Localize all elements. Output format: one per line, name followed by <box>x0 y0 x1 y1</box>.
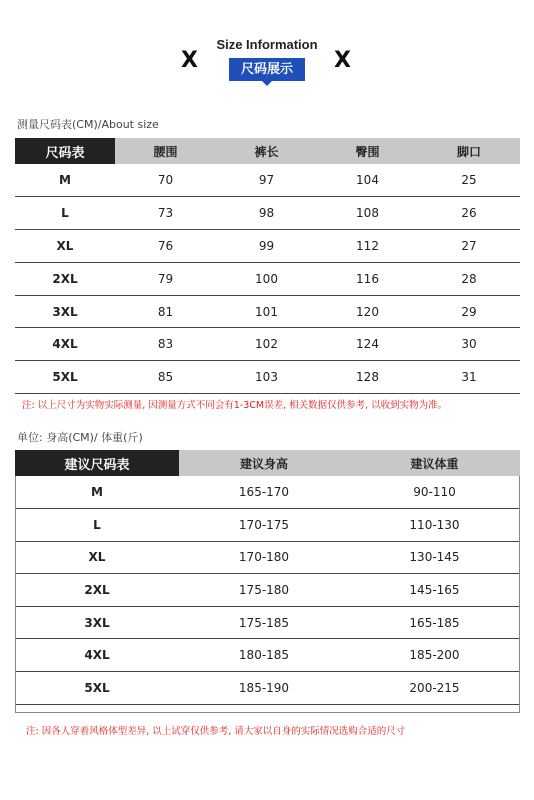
value-cell: 128 <box>317 361 418 394</box>
size-label-cell: XL <box>15 230 115 263</box>
measure-header-hem: 脚口 <box>418 138 520 164</box>
measure-header-hip: 臀围 <box>317 138 418 164</box>
suggest-header-height: 建议身高 <box>179 450 349 476</box>
value-cell: 28 <box>418 262 520 295</box>
suggest-row <box>15 476 520 509</box>
suggest-header-size: 建议尺码表 <box>15 450 179 476</box>
size-label-cell: L <box>15 197 115 230</box>
value-cell: 116 <box>317 262 418 295</box>
size-label-cell: L <box>15 509 179 542</box>
value-cell: 90-110 <box>349 476 520 509</box>
value-cell: 200-215 <box>349 672 520 705</box>
badge-pointer <box>262 81 272 86</box>
value-cell: 104 <box>317 164 418 197</box>
value-cell: 70 <box>115 164 216 197</box>
measure-header-size: 尺码表 <box>15 138 115 164</box>
measure-row <box>15 262 520 295</box>
value-cell: 26 <box>418 197 520 230</box>
value-cell: 29 <box>418 295 520 328</box>
value-cell: 185-200 <box>349 639 520 672</box>
suggest-row <box>15 672 520 705</box>
value-cell: 99 <box>216 230 317 263</box>
measure-header-waist: 腰围 <box>115 138 216 164</box>
suggest-note: 注: 因各人穿着风格体型差异, 以上试穿仅供参考, 请大家以自身的实际情况选购合适的尺寸 <box>26 726 406 737</box>
size-label-cell: 3XL <box>15 606 179 639</box>
value-cell: 120 <box>317 295 418 328</box>
suggest-table <box>15 450 520 705</box>
suggest-frame-right <box>519 476 520 713</box>
value-cell: 73 <box>115 197 216 230</box>
measure-row <box>15 230 520 263</box>
size-label-cell: 4XL <box>15 328 115 361</box>
suggest-header-row <box>15 450 520 476</box>
value-cell: 185-190 <box>179 672 349 705</box>
suggest-header-weight: 建议体重 <box>349 450 520 476</box>
suggest-caption: 单位: 身高(CM)/ 体重(斤) <box>17 431 143 444</box>
value-cell: 81 <box>115 295 216 328</box>
value-cell: 130-145 <box>349 541 520 574</box>
value-cell: 175-185 <box>179 606 349 639</box>
value-cell: 98 <box>216 197 317 230</box>
size-label-cell: M <box>15 476 179 509</box>
value-cell: 175-180 <box>179 574 349 607</box>
suggest-row <box>15 606 520 639</box>
measure-row <box>15 361 520 394</box>
x-mark-right-icon: X <box>334 48 351 73</box>
value-cell: 108 <box>317 197 418 230</box>
value-cell: 101 <box>216 295 317 328</box>
value-cell: 83 <box>115 328 216 361</box>
value-cell: 102 <box>216 328 317 361</box>
value-cell: 76 <box>115 230 216 263</box>
size-label-cell: 5XL <box>15 361 115 394</box>
value-cell: 170-180 <box>179 541 349 574</box>
measure-caption: 测量尺码表(CM)/About size <box>17 118 159 131</box>
measure-row <box>15 328 520 361</box>
value-cell: 170-175 <box>179 509 349 542</box>
value-cell: 79 <box>115 262 216 295</box>
value-cell: 165-185 <box>349 606 520 639</box>
measure-header-row <box>15 138 520 164</box>
x-mark-left-icon: X <box>181 48 198 73</box>
measure-header-length: 裤长 <box>216 138 317 164</box>
page-title: Size Information <box>216 37 318 52</box>
value-cell: 165-170 <box>179 476 349 509</box>
size-label-cell: 4XL <box>15 639 179 672</box>
value-cell: 145-165 <box>349 574 520 607</box>
size-label-cell: 3XL <box>15 295 115 328</box>
size-label-cell: 2XL <box>15 574 179 607</box>
size-label-cell: M <box>15 164 115 197</box>
suggest-row <box>15 509 520 542</box>
measure-row <box>15 295 520 328</box>
value-cell: 85 <box>115 361 216 394</box>
value-cell: 110-130 <box>349 509 520 542</box>
suggest-frame-left <box>15 476 16 713</box>
suggest-row <box>15 541 520 574</box>
value-cell: 103 <box>216 361 317 394</box>
measure-row <box>15 164 520 197</box>
measure-table <box>15 138 520 394</box>
size-label-cell: 5XL <box>15 672 179 705</box>
size-label-cell: 2XL <box>15 262 115 295</box>
suggest-row <box>15 639 520 672</box>
value-cell: 31 <box>418 361 520 394</box>
value-cell: 25 <box>418 164 520 197</box>
value-cell: 112 <box>317 230 418 263</box>
value-cell: 27 <box>418 230 520 263</box>
measure-row <box>15 197 520 230</box>
suggest-row <box>15 574 520 607</box>
value-cell: 100 <box>216 262 317 295</box>
value-cell: 30 <box>418 328 520 361</box>
size-display-badge: 尺码展示 <box>229 58 305 81</box>
value-cell: 124 <box>317 328 418 361</box>
size-label-cell: XL <box>15 541 179 574</box>
suggest-frame-bottom <box>15 712 520 713</box>
value-cell: 180-185 <box>179 639 349 672</box>
measure-note: 注: 以上尺寸为实物实际测量, 因测量方式不同会有1-3CM误差, 相关数据仅供参考, 以收到实物为准。 <box>22 400 448 411</box>
value-cell: 97 <box>216 164 317 197</box>
